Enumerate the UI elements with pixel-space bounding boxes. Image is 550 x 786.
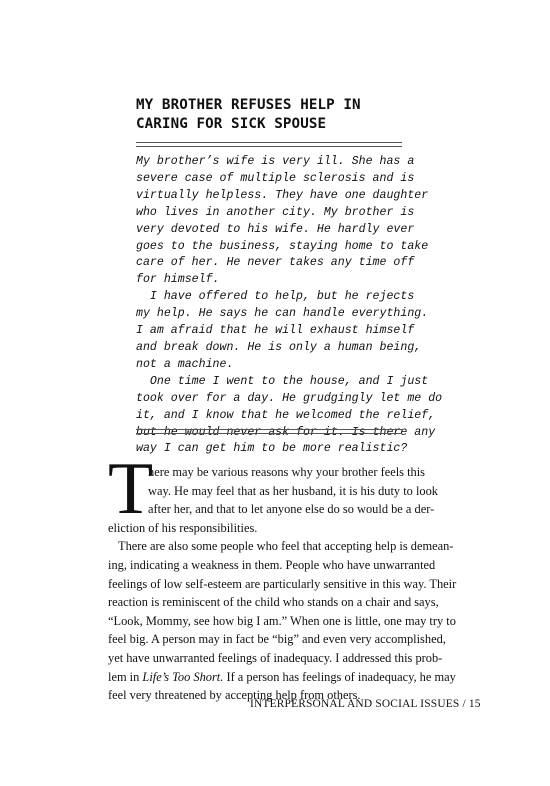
letter-line: my help. He says he can handle everything.: [136, 307, 429, 321]
title-line: MY BROTHER REFUSES HELP IN: [136, 97, 361, 113]
question-title: [136, 96, 436, 134]
letter-line: virtually helpless. They have one daughter: [136, 188, 429, 202]
letter-line: for himself.: [136, 273, 220, 287]
author-answer: [108, 463, 457, 705]
letter-line: I am afraid that he will exhaust himself: [136, 324, 415, 338]
answer-text: If a person has feelings of inadequacy, he may: [223, 669, 456, 684]
letter-line: care of her. He never takes any time off: [136, 256, 415, 270]
letter-line: took over for a day. He grudgingly let me do: [136, 391, 443, 405]
book-title: Life’s Too Short.: [142, 669, 224, 684]
letter-line: way I can get him to be more realistic?: [136, 442, 408, 456]
letter-line: but he would never ask for it. Is there any: [136, 425, 436, 439]
letter-line: My brother’s wife is very ill. She has a: [136, 155, 415, 168]
drop-cap: T: [108, 448, 154, 530]
letter-line: very devoted to his wife. He hardly ever: [136, 222, 415, 236]
letter-line: not a machine.: [136, 357, 234, 371]
letter-line: it, and I know that he welcomed the relief,: [136, 408, 436, 422]
answer-line: feel very threatened by accepting help from others.: [108, 688, 361, 703]
letter-line: One time I went to the house, and I just: [136, 374, 429, 388]
top-double-rule: [136, 142, 402, 147]
answer-line-with-book-title: [108, 668, 456, 687]
answer-line: eliction of his responsibilities.: [108, 520, 258, 535]
letter-line: and break down. He is only a human being,: [136, 340, 422, 354]
answer-line: There are also some people who feel that accepting help is demean-: [118, 539, 454, 554]
bottom-double-rule: [136, 429, 402, 434]
running-footer: INTERPERSONAL AND SOCIAL ISSUES / 15: [250, 698, 481, 710]
answer-line: feel big. A person may in fact be “big” and even very accomplished,: [108, 632, 446, 647]
title-line: CARING FOR SICK SPOUSE: [136, 116, 327, 132]
answer-line: feelings of low self-esteem are particularly sensitive in this way. Their: [108, 576, 457, 591]
answer-line: yet have unwarranted feelings of inadequacy. I addressed this prob-: [108, 650, 443, 665]
letter-line: goes to the business, staying home to take: [136, 239, 429, 253]
answer-line: after her, and that to let anyone else do so would be a der-: [148, 502, 435, 517]
answer-line: here may be various reasons why your brother feels this: [148, 465, 425, 479]
letter-line: who lives in another city. My brother is: [136, 205, 415, 219]
reader-letter: [136, 154, 443, 458]
letter-line: severe case of multiple sclerosis and is: [136, 171, 415, 185]
answer-line: reaction is reminiscent of the child who stands on a chair and says,: [108, 595, 439, 610]
answer-line: way. He may feel that as her husband, it is his duty to look: [148, 483, 438, 498]
answer-line: ing, indicating a weakness in them. People who have unwarranted: [108, 557, 436, 572]
answer-line: “Look, Mommy, see how big I am.” When one is little, one may try to: [108, 613, 456, 628]
answer-text: lem in: [108, 669, 143, 684]
letter-line: I have offered to help, but he rejects: [136, 290, 415, 304]
